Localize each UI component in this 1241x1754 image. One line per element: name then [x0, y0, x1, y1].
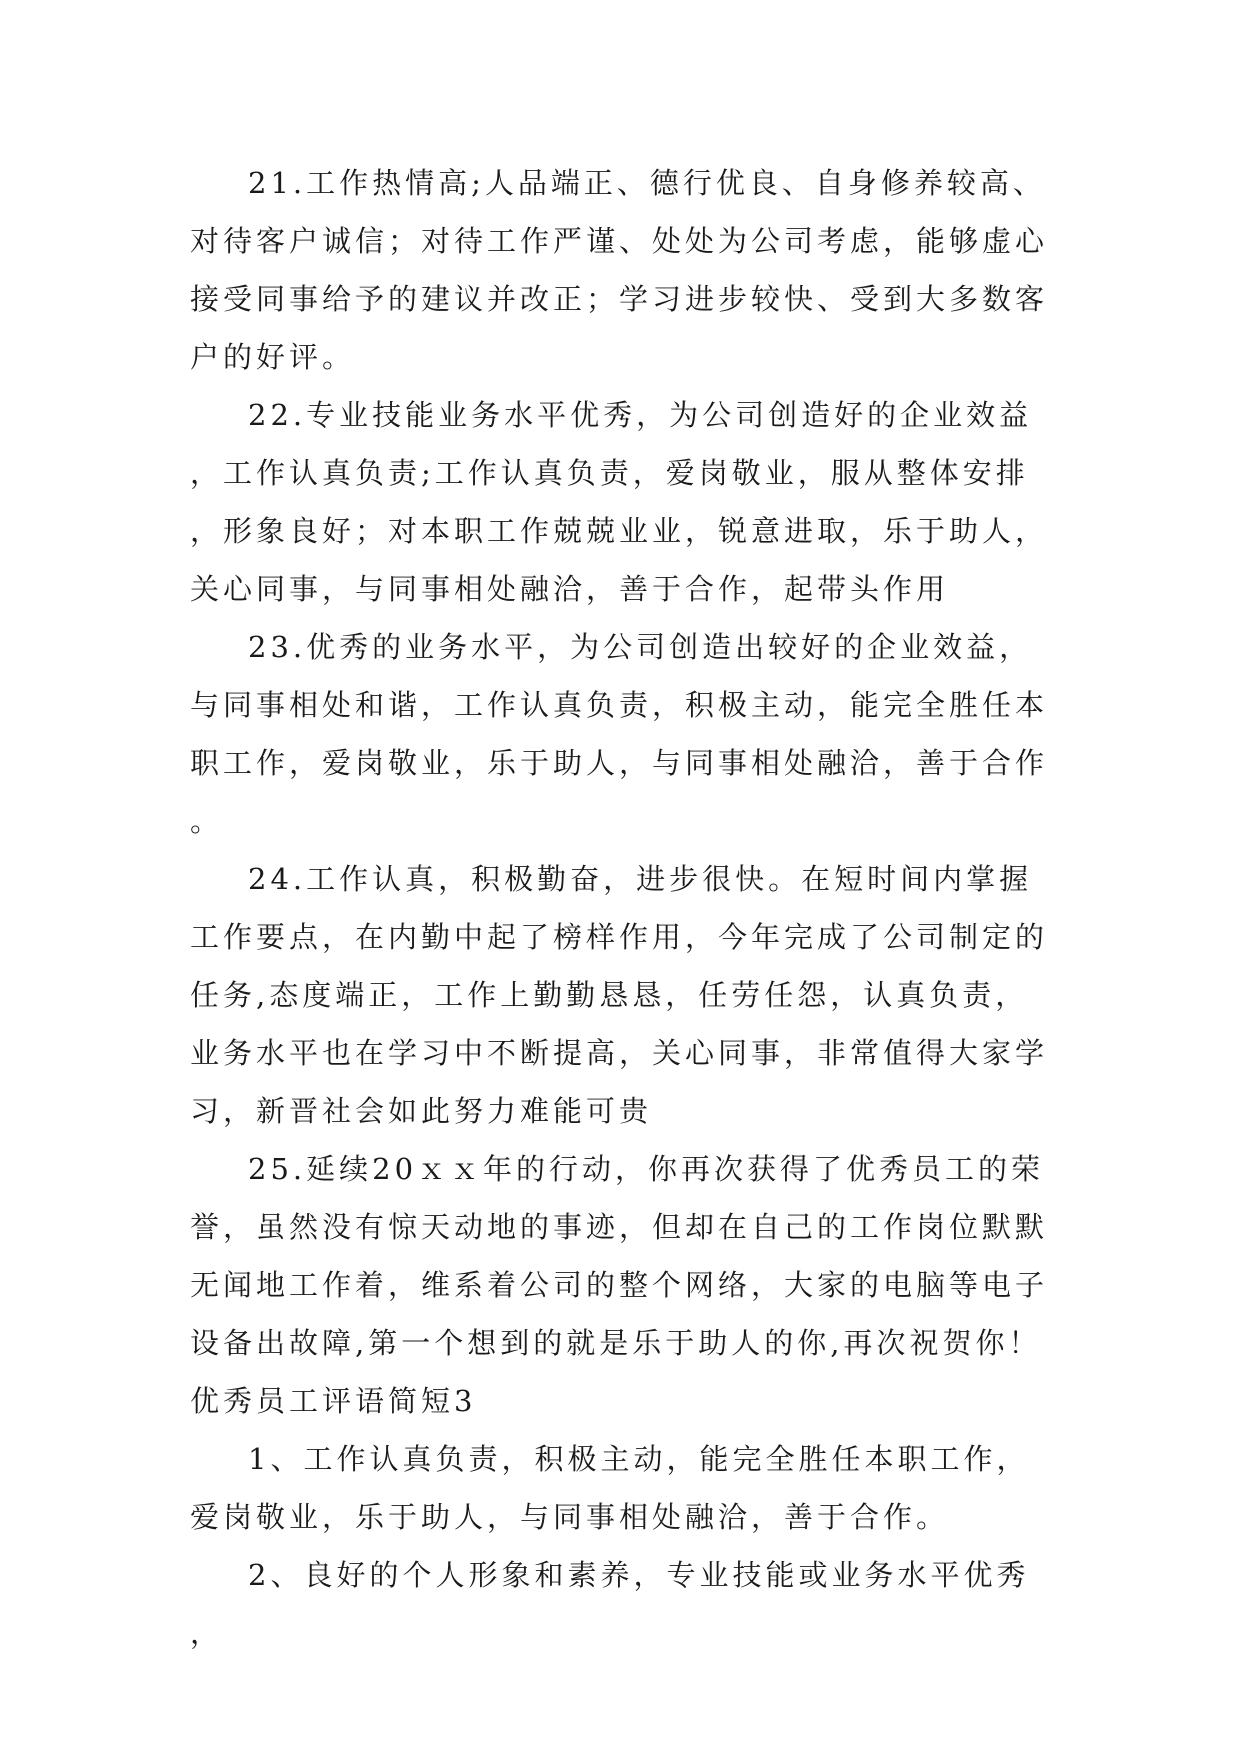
paragraph-25: 25.延续20ｘｘ年的行动，你再次获得了优秀员工的荣誉，虽然没有惊天动地的事迹，但却在自己的工作岗位默默无闻地工作着，维系着公司的整个网络，大家的电脑等电子设备出故障,第一个想到的就是乐于助人的你,再次祝贺你！ — [190, 1152, 1049, 1360]
paragraph-22: 22.专业技能业务水平优秀，为公司创造好的企业效益，工作认真负责;工作认真负责，爱岗敬业，服从整体安排，形象良好；对本职工作兢兢业业，锐意进取，乐于助人，关心同事，与同事相处融洽，善于合作，起带头作用 — [190, 398, 1049, 606]
paragraph-2: 2、良好的个人形象和素养，专业技能或业务水平优秀， — [190, 1558, 1030, 1650]
section-heading: 优秀员工评语简短3 — [190, 1384, 477, 1418]
paragraph-24: 24.工作认真，积极勤奋，进步很快。在短时间内掌握工作要点，在内勤中起了榜样作用，今年完成了公司制定的任务,态度端正，工作上勤勤恳恳，任劳任怨，认真负责，业务水平也在学习中不断提高，关心同事，非常值得大家学习，新晋社会如此努力难能可贵 — [190, 862, 1049, 1128]
paragraph-23: 23.优秀的业务水平，为公司创造出较好的企业效益，与同事相处和谐，工作认真负责，积极主动，能完全胜任本职工作，爱岗敬业，乐于助人，与同事相处融洽，善于合作。 — [190, 630, 1049, 838]
paragraph-21: 21.工作热情高;人品端正、德行优良、自身修养较高、对待客户诚信；对待工作严谨、处处为公司考虑，能够虚心接受同事给予的建议并改正；学习进步较快、受到大多数客户的好评。 — [190, 166, 1049, 374]
paragraph-1: 1、工作认真负责，积极主动，能完全胜任本职工作，爱岗敬业，乐于助人，与同事相处融洽，善于合作。 — [190, 1442, 1030, 1534]
document-body — [190, 154, 1052, 1662]
